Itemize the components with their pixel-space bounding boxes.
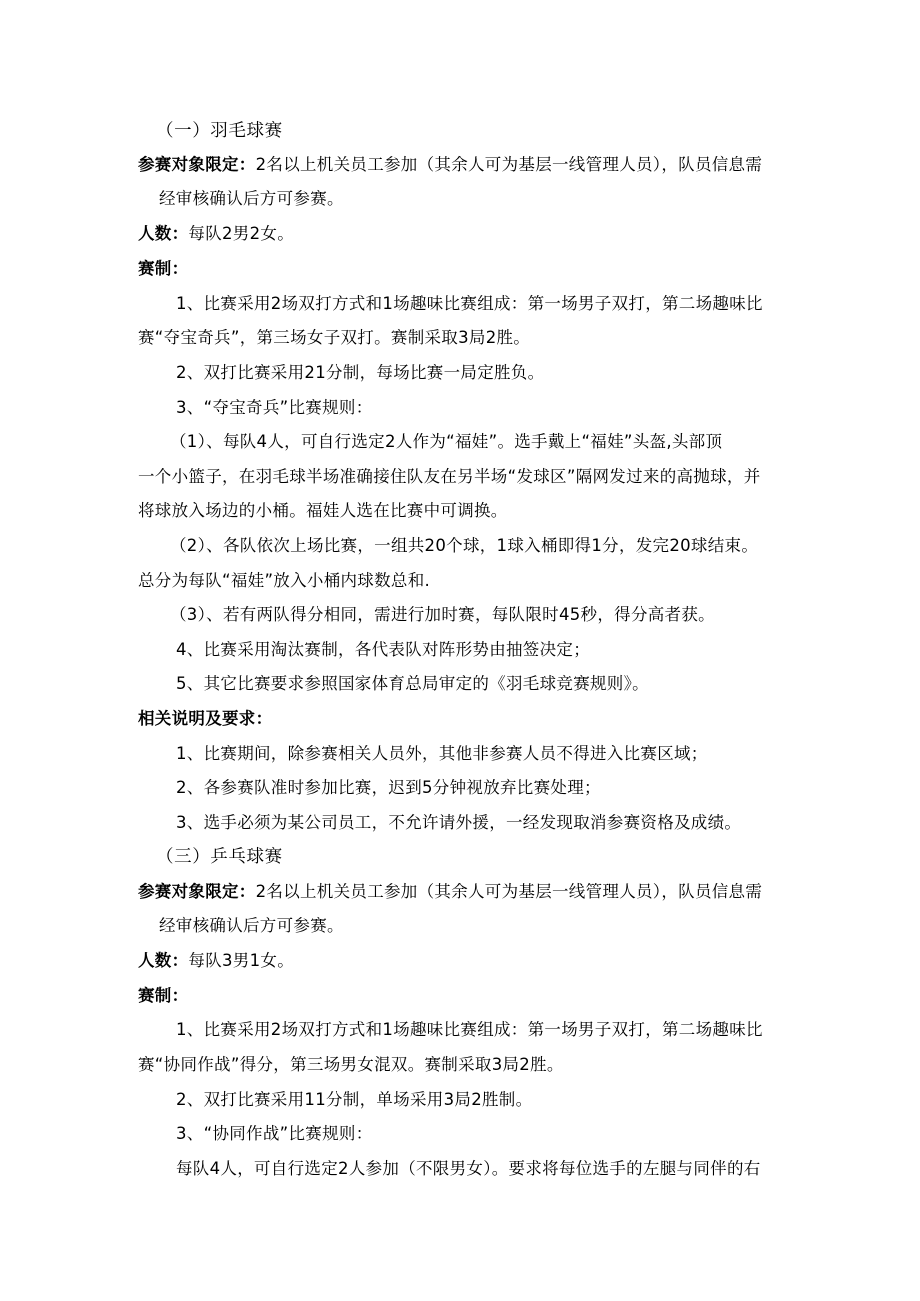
- rule-line: 5、其它比赛要求参照国家体育总局审定的《羽毛球竞赛规则》。: [176, 674, 649, 693]
- eligibility-label: 参赛对象限定：: [138, 882, 256, 901]
- note-line: 2、各参赛队准时参加比赛，迟到5分钟视放弃比赛处理；: [176, 778, 601, 797]
- rule-line: 4、比赛采用淘汰赛制，各代表队对阵形势由抽签决定；: [176, 640, 590, 659]
- rule-line: （1）、每队4人，可自行选定2人作为“福娃”。选手戴上“福娃”头盔,头部顶: [170, 432, 723, 451]
- rule-line: 赛“协同作战”得分，第三场男女混双。赛制采取3局2胜。: [138, 1055, 564, 1074]
- format-label: 赛制：: [138, 986, 189, 1005]
- headcount-text: 每队3男1女。: [188, 951, 295, 970]
- headcount-label: 人数：: [138, 224, 189, 243]
- rule-line: 3、“夺宝奇兵”比赛规则：: [176, 398, 373, 417]
- rule-line: 2、双打比赛采用11分制，单场采用3局2胜制。: [176, 1090, 533, 1109]
- eligibility-label: 参赛对象限定：: [138, 155, 256, 174]
- eligibility-line: [138, 880, 762, 904]
- rule-line: 赛“夺宝奇兵”，第三场女子双打。赛制采取3局2胜。: [138, 328, 531, 347]
- section-heading-table-tennis: （三）乒乓球赛: [156, 847, 283, 867]
- rule-line: （3）、若有两队得分相同，需进行加时赛，每队限时45秒，得分高者获。: [170, 605, 715, 624]
- notes-label: 相关说明及要求：: [138, 709, 273, 728]
- rule-line: 3、“协同作战”比赛规则：: [176, 1124, 373, 1143]
- rule-line: 每队4人，可自行选定2人参加（不限男女）。要求将每位选手的左腿与同伴的右: [176, 1159, 761, 1178]
- eligibility-line: [138, 153, 762, 177]
- eligibility-text: 2名以上机关员工参加（其余人可为基层一线管理人员），队员信息需: [255, 155, 763, 174]
- eligibility-continuation: 经审核确认后方可参赛。: [159, 916, 344, 935]
- note-line: 1、比赛期间，除参赛相关人员外，其他非参赛人员不得进入比赛区域；: [176, 744, 708, 763]
- format-label: 赛制：: [138, 259, 189, 278]
- section-heading-badminton: （一）羽毛球赛: [156, 121, 283, 141]
- rule-line: 总分为每队“福娃”放入小桶内球数总和.: [138, 571, 431, 590]
- rule-line: 将球放入场边的小桶。福娃人选在比赛中可调换。: [138, 501, 508, 520]
- rule-line: 1、比赛采用2场双打方式和1场趣味比赛组成：第一场男子双打，第二场趣味比: [176, 1020, 763, 1039]
- note-line: 3、选手必须为某公司员工，不允许请外援，一经发现取消参赛资格及成绩。: [176, 813, 742, 832]
- rule-line: （2）、各队依次上场比赛，一组共20个球，1球入桶即得1分，发完20球结束。: [170, 536, 759, 555]
- eligibility-continuation: 经审核确认后方可参赛。: [159, 189, 344, 208]
- headcount-text: 每队2男2女。: [188, 224, 295, 243]
- eligibility-text: 2名以上机关员工参加（其余人可为基层一线管理人员），队员信息需: [255, 882, 763, 901]
- rule-line: 1、比赛采用2场双打方式和1场趣味比赛组成：第一场男子双打，第二场趣味比: [176, 294, 763, 313]
- rule-line: 一个小篮子，在羽毛球半场准确接住队友在另半场“发球区”隔网发过来的高抛球，并: [138, 467, 761, 486]
- headcount-line: [138, 949, 294, 973]
- rule-line: 2、双打比赛采用21分制，每场比赛一局定胜负。: [176, 363, 545, 382]
- headcount-label: 人数：: [138, 951, 189, 970]
- headcount-line: [138, 222, 294, 246]
